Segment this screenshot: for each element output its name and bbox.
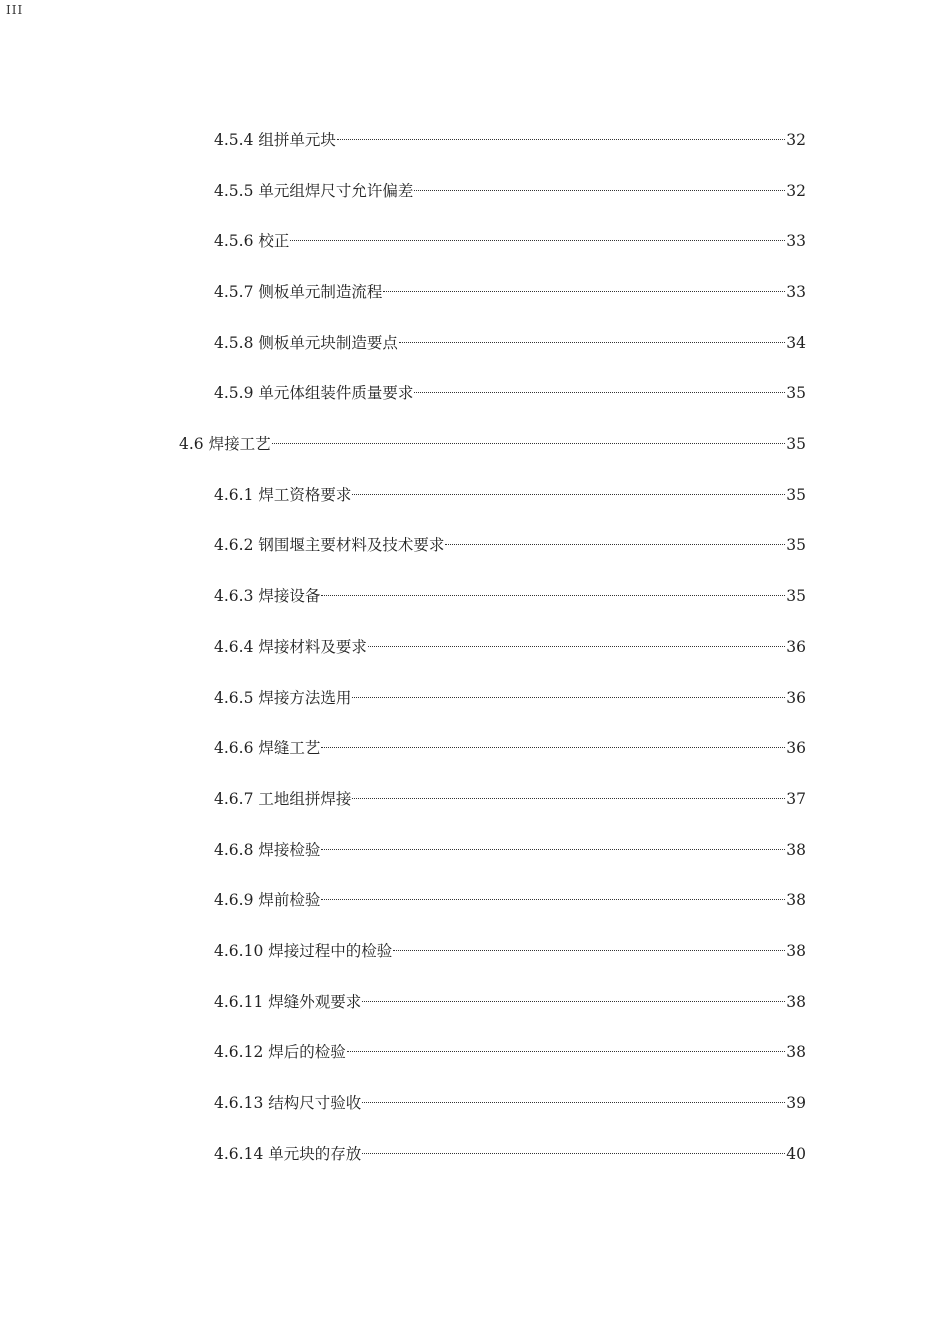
toc-entry-4-6-4[interactable]	[214, 630, 806, 656]
toc-entry-number: 4.6.3	[214, 587, 254, 605]
toc-entry-title: 焊前检验	[258, 891, 321, 909]
toc-entry-title: 校正	[258, 232, 290, 250]
toc-entry-title: 焊接材料及要求	[258, 638, 367, 656]
toc-entry-number: 4.5.8	[214, 334, 254, 352]
toc-entry-number: 4.5.6	[214, 232, 254, 250]
toc-leader-dots	[347, 1035, 786, 1057]
toc-leader-dots	[352, 478, 785, 500]
toc-entry-number: 4.6.14	[214, 1145, 264, 1163]
toc-leader-dots	[321, 731, 785, 753]
toc-entry-page: 38	[786, 841, 806, 859]
toc-entry-page: 35	[786, 435, 806, 453]
toc-entry-title: 钢围堰主要材料及技术要求	[258, 536, 445, 554]
toc-entry-page: 33	[786, 232, 806, 250]
toc-leader-dots	[399, 326, 785, 348]
toc-entry-4-5-9[interactable]	[214, 376, 806, 402]
toc-entry-title: 结构尺寸验收	[268, 1094, 362, 1112]
toc-leader-dots	[321, 883, 785, 905]
toc-entry-number: 4.6.11	[214, 993, 264, 1011]
toc-leader-dots	[272, 427, 786, 449]
toc-entry-4-6-14[interactable]	[214, 1137, 806, 1163]
toc-entry-number: 4.5.7	[214, 283, 254, 301]
toc-leader-dots	[321, 579, 785, 601]
toc-entry-title: 焊接过程中的检验	[268, 942, 393, 960]
toc-entry-4-6-13[interactable]	[214, 1086, 806, 1112]
toc-leader-dots	[290, 224, 785, 246]
toc-entry-page: 36	[786, 638, 806, 656]
toc-entry-4-6-1[interactable]	[214, 478, 806, 504]
toc-entry-page: 39	[786, 1094, 806, 1112]
toc-entry-title: 焊接工艺	[208, 435, 271, 453]
toc-entry-4-6-3[interactable]	[214, 579, 806, 605]
toc-entry-page: 35	[786, 587, 806, 605]
toc-entry-title: 单元体组装件质量要求	[258, 384, 414, 402]
toc-leader-dots	[362, 985, 785, 1007]
toc-leader-dots	[414, 174, 785, 196]
toc-entry-page: 38	[786, 942, 806, 960]
toc-entry-title: 焊接方法选用	[258, 689, 352, 707]
toc-entry-4-6-12[interactable]	[214, 1035, 806, 1061]
toc-entry-number: 4.6.12	[214, 1043, 264, 1061]
toc-entry-title: 焊接设备	[258, 587, 321, 605]
toc-leader-dots	[414, 376, 785, 398]
toc-leader-dots	[368, 630, 785, 652]
toc-leader-dots	[445, 528, 785, 550]
toc-entry-4-6-8[interactable]	[214, 833, 806, 859]
toc-entry-title: 焊缝外观要求	[268, 993, 362, 1011]
toc-entry-page: 35	[786, 384, 806, 402]
toc-entry-4-6-6[interactable]	[214, 731, 806, 757]
toc-entry-4-5-6[interactable]	[214, 224, 806, 250]
toc-entry-number: 4.6.5	[214, 689, 254, 707]
toc-entry-page: 40	[786, 1145, 806, 1163]
toc-entry-number: 4.5.4	[214, 131, 254, 149]
toc-entry-page: 34	[786, 334, 806, 352]
toc-entry-page: 32	[786, 182, 806, 200]
toc-entry-number: 4.5.5	[214, 182, 254, 200]
toc-entry-4-5-5[interactable]	[214, 174, 806, 200]
toc-entry-number: 4.6.7	[214, 790, 254, 808]
toc-entry-number: 4.6.9	[214, 891, 254, 909]
toc-leader-dots	[383, 275, 785, 297]
toc-entry-title: 侧板单元块制造要点	[258, 334, 398, 352]
toc-entry-page: 33	[786, 283, 806, 301]
toc-entry-4-6-7[interactable]	[214, 782, 806, 808]
toc-entry-title: 工地组拼焊接	[258, 790, 352, 808]
toc-leader-dots	[352, 681, 785, 703]
toc-entry-number: 4.6.2	[214, 536, 254, 554]
toc-entry-4-6-9[interactable]	[214, 883, 806, 909]
toc-entry-title: 侧板单元制造流程	[258, 283, 383, 301]
toc-entry-number: 4.5.9	[214, 384, 254, 402]
toc-entry-title: 组拼单元块	[258, 131, 336, 149]
toc-entry-4-6-5[interactable]	[214, 681, 806, 707]
toc-leader-dots	[393, 934, 785, 956]
toc-entry-page: 37	[786, 790, 806, 808]
toc-entry-4-5-8[interactable]	[214, 326, 806, 352]
toc-entry-4-6-11[interactable]	[214, 985, 806, 1011]
toc-entry-number: 4.6.6	[214, 739, 254, 757]
toc-entry-4-6[interactable]	[179, 427, 806, 453]
toc-entry-title: 焊后的检验	[268, 1043, 346, 1061]
toc-entry-page: 36	[786, 689, 806, 707]
toc-leader-dots	[362, 1086, 785, 1108]
toc-entry-number: 4.6.1	[214, 486, 254, 504]
toc-entry-title: 焊工资格要求	[258, 486, 352, 504]
toc-entry-page: 38	[786, 891, 806, 909]
toc-entry-page: 35	[786, 536, 806, 554]
toc-leader-dots	[321, 833, 785, 855]
toc-entry-page: 38	[786, 1043, 806, 1061]
toc-entry-page: 35	[786, 486, 806, 504]
toc-leader-dots	[362, 1137, 785, 1159]
toc-entry-4-6-2[interactable]	[214, 528, 806, 554]
toc-entry-page: 32	[786, 131, 806, 149]
toc-entry-title: 焊接检验	[258, 841, 321, 859]
toc-entry-number: 4.6.8	[214, 841, 254, 859]
toc-entry-number: 4.6.10	[214, 942, 264, 960]
toc-entry-number: 4.6.13	[214, 1094, 264, 1112]
toc-leader-dots	[352, 782, 785, 804]
toc-entry-title: 单元块的存放	[268, 1145, 362, 1163]
toc-entry-page: 36	[786, 739, 806, 757]
toc-entry-number: 4.6.4	[214, 638, 254, 656]
toc-entry-4-6-10[interactable]	[214, 934, 806, 960]
toc-entry-4-5-4[interactable]	[214, 123, 806, 149]
toc-entry-title: 焊缝工艺	[258, 739, 321, 757]
toc-leader-dots	[337, 123, 785, 145]
toc-entry-page: 38	[786, 993, 806, 1011]
page-number: III	[6, 3, 24, 17]
toc-entry-number: 4.6	[179, 435, 204, 453]
toc-entry-4-5-7[interactable]	[214, 275, 806, 301]
toc-entry-title: 单元组焊尺寸允许偏差	[258, 182, 414, 200]
